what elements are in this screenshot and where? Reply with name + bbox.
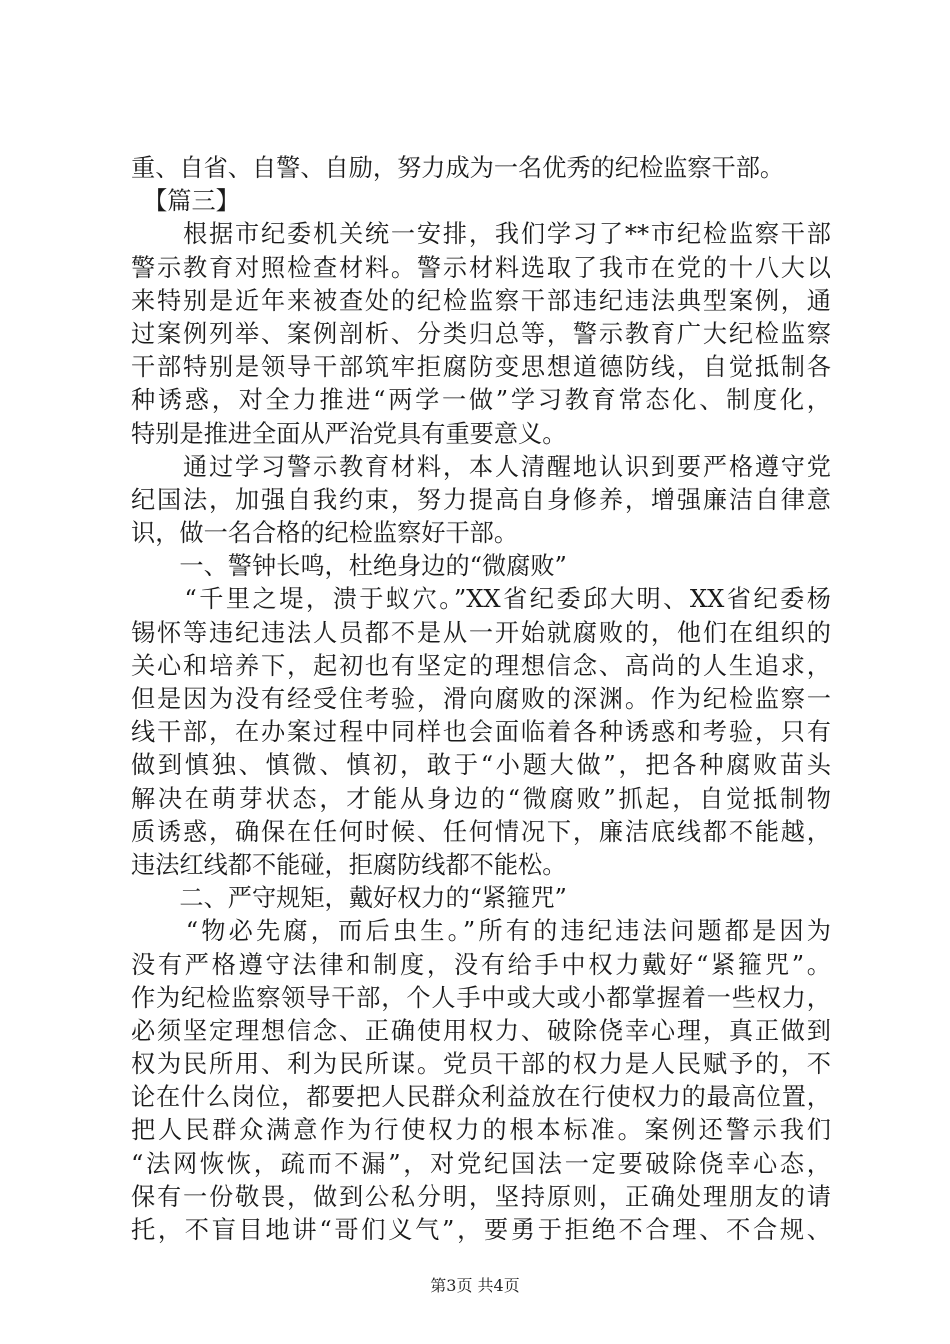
text-line: 警示教育对照检查材料。警示材料选取了我市在党的十八大以	[131, 253, 831, 282]
text-line: 没有严格遵守法律和制度，没有给手中权力戴好“紧箍咒”。	[131, 950, 831, 979]
text-line: 纪国法，加强自我约束，努力提高自身修养，增强廉洁自律意	[131, 485, 831, 514]
text-line: 把人民群众满意作为行使权力的根本标准。案例还警示我们	[131, 1116, 831, 1145]
page-number-footer: 第3页 共4页	[430, 1276, 520, 1295]
text-line: 权为民所用、利为民所谋。党员干部的权力是人民赋予的，不	[131, 1050, 831, 1079]
text-line: 来特别是近年来被查处的纪检监察干部违纪违法典型案例，通	[131, 286, 831, 315]
text-line: 识，做一名合格的纪检监察好干部。	[131, 519, 519, 548]
text-line: 保有一份敬畏，做到公私分明，坚持原则，正确处理朋友的请	[131, 1182, 831, 1211]
text-line: 锡怀等违纪违法人员都不是从一开始就腐败的，他们在组织的	[131, 618, 831, 647]
document-body	[131, 152, 831, 1247]
text-line: 托，不盲目地讲“哥们义气”，要勇于拒绝不合理、不合规、	[131, 1216, 831, 1244]
text-line: 必须坚定理想信念、正确使用权力、破除侥幸心理，真正做到	[131, 1016, 831, 1045]
subsection-heading: 二、严守规矩，戴好权力的“紧箍咒”	[131, 884, 567, 913]
text-line: 关心和培养下，起初也有坚定的理想信念、高尚的人生追求，	[131, 651, 831, 680]
subsection-heading: 一、警钟长鸣，杜绝身边的“微腐败”	[131, 552, 567, 581]
text-line: 重、自省、自警、自励，努力成为一名优秀的纪检监察干部。	[131, 154, 785, 182]
text-line: 违法红线都不能碰，拒腐防线都不能松。	[131, 850, 567, 879]
text-line: 质诱惑，确保在任何时候、任何情况下，廉洁底线都不能越，	[131, 817, 831, 846]
text-line: “千里之堤，溃于蚁穴。”XX省纪委邱大明、XX省纪委杨	[131, 585, 831, 614]
text-line: 论在什么岗位，都要把人民群众利益放在行使权力的最高位置，	[131, 1083, 831, 1112]
text-line: 作为纪检监察领导干部，个人手中或大或小都掌握着一些权力，	[131, 983, 831, 1012]
text-line: “物必先腐，而后虫生。”所有的违纪违法问题都是因为	[131, 917, 831, 946]
text-line: 根据市纪委机关统一安排，我们学习了**市纪检监察干部	[131, 220, 831, 249]
text-line: 通过学习警示教育材料，本人清醒地认识到要严格遵守党	[131, 452, 831, 481]
text-line: 做到慎独、慎微、慎初，敢于“小题大做”，把各种腐败苗头	[131, 751, 831, 780]
text-line: 线干部，在办案过程中同样也会面临着各种诱惑和考验，只有	[131, 718, 831, 747]
text-line: 种诱惑，对全力推进“两学一做”学习教育常态化、制度化，	[131, 386, 831, 415]
text-line: “法网恢恢，疏而不漏”，对党纪国法一定要破除侥幸心态，	[131, 1149, 831, 1178]
section-heading: 【篇三】	[131, 187, 240, 216]
text-line: 过案例列举、案例剖析、分类归总等，警示教育广大纪检监察	[131, 319, 831, 348]
text-line: 但是因为没有经受住考验，滑向腐败的深渊。作为纪检监察一	[131, 685, 831, 713]
text-line: 特别是推进全面从严治党具有重要意义。	[131, 419, 567, 448]
text-line: 解决在萌芽状态，才能从身边的“微腐败”抓起，自觉抵制物	[131, 784, 831, 813]
text-line: 干部特别是领导干部筑牢拒腐防变思想道德防线，自觉抵制各	[131, 353, 831, 382]
